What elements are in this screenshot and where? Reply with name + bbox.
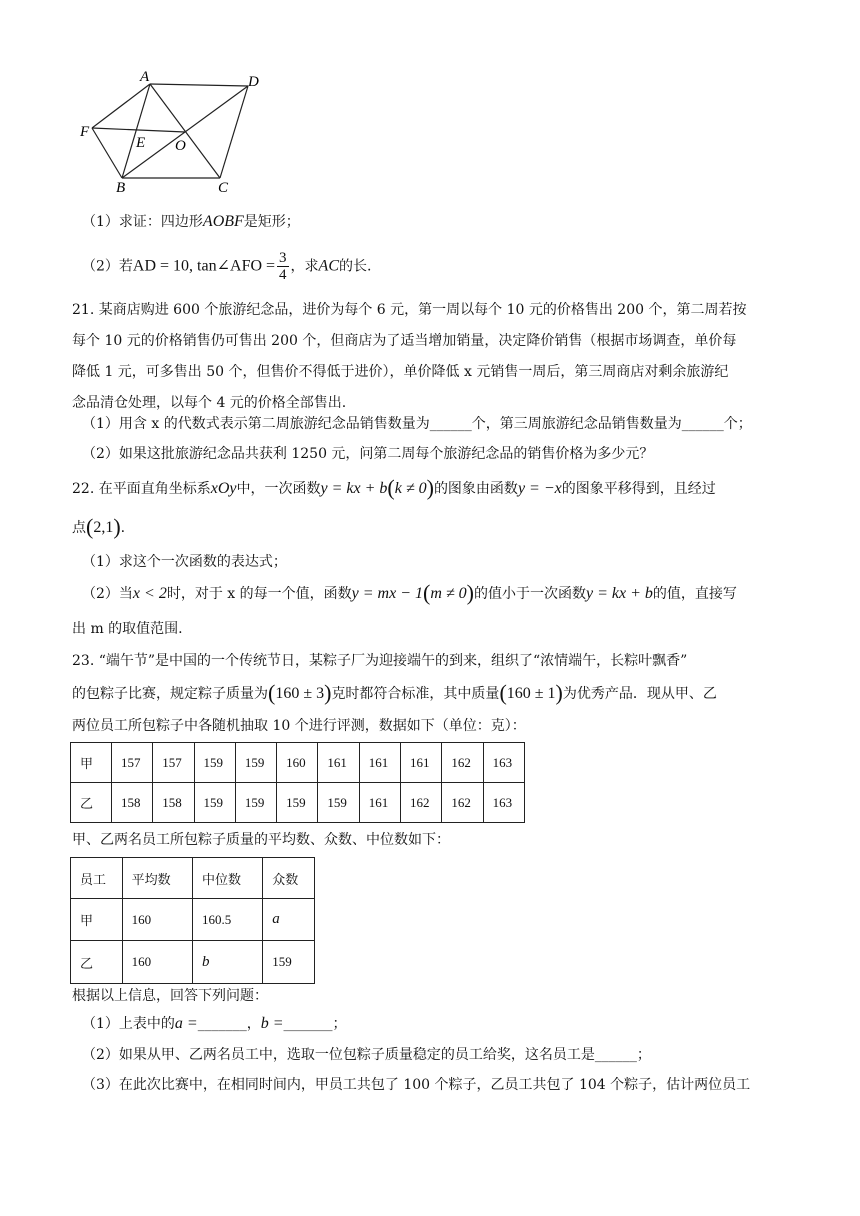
table-cell: 159 (277, 783, 318, 823)
table-cell: 159 (235, 783, 276, 823)
table-cell: 乙 (71, 941, 123, 984)
table-row (71, 941, 315, 984)
table-cell: a (263, 899, 315, 941)
data-table (70, 742, 525, 823)
label-A: A (140, 69, 150, 85)
q22-line2: 点(2,1). (72, 514, 126, 539)
q23-line2: 的包粽子比赛，规定粽子质量为(160 ± 3)克时都符合标准，其中质量(160 ± 1)为优秀产品．现从甲、乙 (72, 680, 717, 705)
q22-part1: （1）求这个一次函数的表达式； (82, 554, 287, 570)
fraction-3-4: $\frac{3}{4}$ (279, 250, 287, 283)
q23-part1: （1）上表中的a =_______，b =_______； (82, 1015, 347, 1032)
table-cell: 161 (359, 783, 400, 823)
table-cell: 159 (318, 783, 359, 823)
table-cell: 160 (122, 941, 192, 984)
q20-part1: （1）求证：四边形AOBF是矩形； (82, 213, 300, 230)
table-cell: 159 (194, 743, 235, 783)
q21-part1: （1）用含 x 的代数式表示第二周旅游纪念品销售数量为______个，第三周旅游纪念品销售数量为______个； (82, 416, 752, 432)
q22-part2: （2）当x < 2时，对于 x 的每一个值，函数y = mx − 1(m ≠ 0)的值小于一次函数y = kx + b的值，直接写 (82, 580, 737, 605)
table-cell: 159 (235, 743, 276, 783)
table-cell: 160 (277, 743, 318, 783)
table-cell: 157 (111, 743, 152, 783)
label-B: B (116, 180, 126, 196)
label-O: O (175, 138, 186, 154)
table-cell: 平均数 (122, 858, 192, 899)
table-cell: 中位数 (192, 858, 262, 899)
q21-line1: 21. 某商店购进 600 个旅游纪念品，进价为每个 6 元，第一周以每个 10 元的价格售出 200 个，第二周若按 (72, 302, 747, 318)
table-cell: 158 (153, 783, 194, 823)
table-cell: 众数 (263, 858, 315, 899)
table-cell: 159 (194, 783, 235, 823)
table-row (71, 783, 525, 823)
label-E: E (136, 135, 146, 151)
table-cell: 乙 (71, 783, 112, 823)
q23-part3: （3）在此次比赛中，在相同时间内，甲员工共包了 100 个粽子，乙员工共包了 104 个粽子，估计两位员工 (82, 1077, 751, 1093)
q21-line4: 念品清仓处理，以每个 4 元的价格全部售出. (72, 395, 347, 411)
table-cell: 162 (401, 783, 442, 823)
table-cell: 159 (263, 941, 315, 984)
table-cell: 162 (442, 783, 483, 823)
table-cell: 157 (153, 743, 194, 783)
table-cell: 161 (318, 743, 359, 783)
q22-line1: 22. 在平面直角坐标系xOy中，一次函数y = kx + b(k ≠ 0)的图象由函数y = −x的图象平移得到，且经过 (72, 475, 716, 500)
q21-line3: 降低 1 元，可多售出 50 个，但售价不得低于进价），单价降低 x 元销售一周后，第三周商店对剩余旅游纪 (72, 364, 729, 380)
table-cell: 160.5 (192, 899, 262, 941)
table-row (71, 858, 315, 899)
q20-part2: （2）若AD = 10, tan∠AFO = $\frac{3}{4}$ ，求AC的长. (82, 250, 372, 283)
table-cell: 162 (442, 743, 483, 783)
table-cell: b (192, 941, 262, 984)
table-cell: 161 (359, 743, 400, 783)
stats-table (70, 857, 315, 984)
q23-after-text: 根据以上信息，回答下列问题： (72, 988, 268, 1004)
table-cell: 163 (483, 743, 524, 783)
q22-part2-line2: 出 m 的取值范围. (72, 621, 183, 637)
label-C: C (218, 180, 229, 196)
table-cell: 161 (401, 743, 442, 783)
table-cell: 163 (483, 783, 524, 823)
label-D: D (248, 74, 259, 90)
q21-line2: 每个 10 元的价格销售仍可售出 200 个，但商店为了适当增加销量，决定降价销售（根据市场调查，单价每 (72, 333, 737, 349)
table-cell: 160 (122, 899, 192, 941)
q23-part2: （2）如果从甲、乙两名员工中，选取一位包粽子质量稳定的员工给奖，这名员工是______； (82, 1047, 651, 1063)
label-F: F (80, 124, 90, 140)
q23-between-text: 甲、乙两名员工所包粽子质量的平均数、众数、中位数如下： (72, 832, 450, 848)
table-cell: 员工 (71, 858, 123, 899)
table-row (71, 743, 525, 783)
table-cell: 甲 (71, 899, 123, 941)
table-cell: 158 (111, 783, 152, 823)
q21-part2: （2）如果这批旅游纪念品共获利 1250 元，问第二周每个旅游纪念品的销售价格为多少元？ (82, 446, 654, 462)
q23-line3: 两位员工所包粽子中各随机抽取 10 个进行评测，数据如下（单位：克）： (72, 718, 526, 734)
table-row (71, 899, 315, 941)
table-cell: 甲 (71, 743, 112, 783)
parallelogram-figure (70, 66, 270, 198)
q23-line1: 23. “端午节”是中国的一个传统节日，某粽子厂为迎接端午的到来，组织了“浓情端午，长粽叶飘香” (72, 653, 688, 669)
